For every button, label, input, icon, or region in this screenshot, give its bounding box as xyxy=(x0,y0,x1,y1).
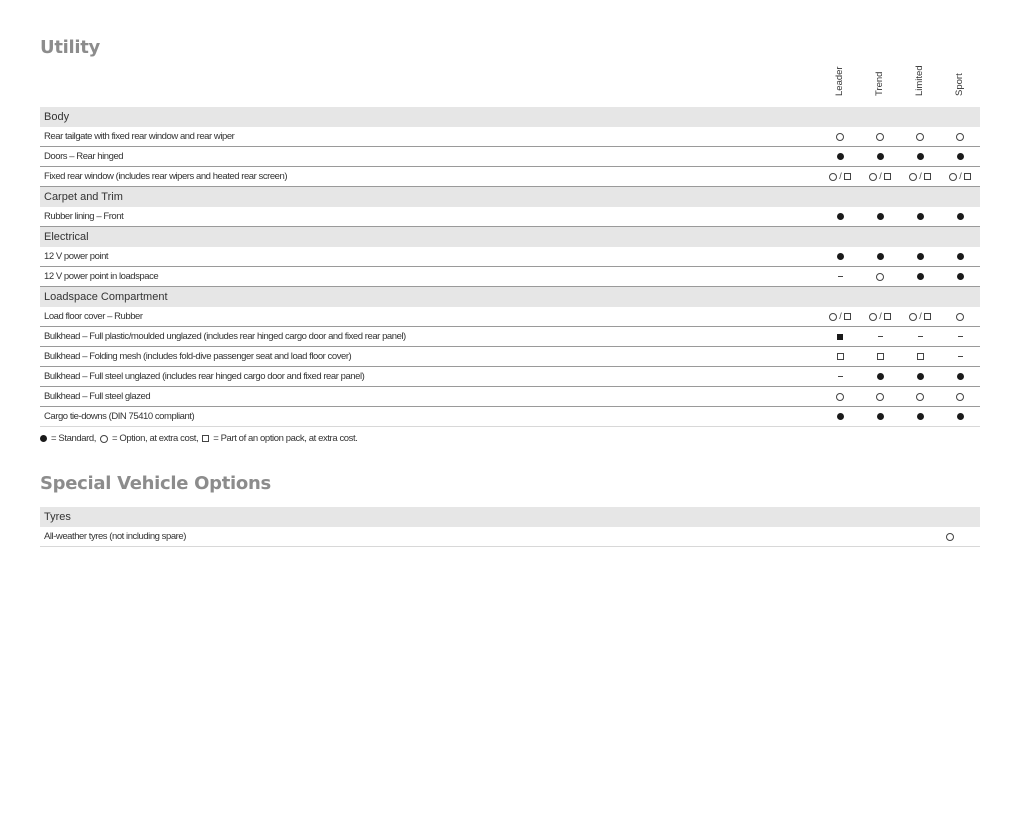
row-values xyxy=(820,327,980,346)
option-or-pack-mark xyxy=(909,312,931,321)
option-mark xyxy=(956,133,964,141)
not-available-mark xyxy=(838,376,843,377)
value-cell xyxy=(940,527,960,546)
pack-square-icon xyxy=(924,173,931,180)
table-row xyxy=(40,407,980,427)
value-cell xyxy=(820,247,860,266)
standard-mark xyxy=(957,153,964,160)
slash-separator: / xyxy=(959,171,962,181)
row-values xyxy=(820,267,980,286)
value-cell xyxy=(900,267,940,286)
dash-icon xyxy=(958,336,963,337)
standard-mark xyxy=(917,213,924,220)
column-header-leader: Leader xyxy=(834,66,845,96)
group-header-tyres: Tyres xyxy=(40,507,980,527)
value-cell xyxy=(900,387,940,406)
standard-dot-icon xyxy=(837,413,844,420)
row-values xyxy=(820,207,980,226)
legend-pack: = Part of an option pack, at extra cost. xyxy=(213,433,358,444)
option-or-pack-mark xyxy=(869,172,891,181)
slash-separator: / xyxy=(919,171,922,181)
standard-dot-icon xyxy=(877,153,884,160)
pack-square-icon xyxy=(844,313,851,320)
row-label: 12 V power point in loadspace xyxy=(44,271,159,282)
standard-dot-icon xyxy=(837,213,844,220)
value-cell xyxy=(900,367,940,386)
option-circle-icon xyxy=(909,173,917,181)
option-mark xyxy=(876,393,884,401)
standard-dot-icon xyxy=(957,153,964,160)
pack-square-icon xyxy=(844,173,851,180)
option-or-pack-mark xyxy=(909,172,931,181)
option-mark xyxy=(946,533,954,541)
standard-mark xyxy=(877,213,884,220)
pack-square-icon xyxy=(884,313,891,320)
value-cell xyxy=(900,347,940,366)
option-circle-icon xyxy=(876,273,884,281)
option-circle-icon xyxy=(829,173,837,181)
row-values xyxy=(820,147,980,166)
standard-dot-icon xyxy=(957,413,964,420)
option-or-pack-mark xyxy=(949,172,971,181)
row-values xyxy=(820,347,980,366)
value-cell xyxy=(940,327,980,346)
option-circle-icon xyxy=(100,435,108,443)
standard-dot-icon xyxy=(877,373,884,380)
row-label: Doors – Rear hinged xyxy=(44,151,124,162)
row-values xyxy=(820,307,980,326)
option-or-pack-mark xyxy=(829,312,851,321)
value-cell xyxy=(860,127,900,146)
group-header: Body xyxy=(40,107,980,127)
legend xyxy=(40,433,362,444)
group-header: Carpet and Trim xyxy=(40,187,980,207)
table-row xyxy=(40,147,980,167)
value-cell xyxy=(900,247,940,266)
value-cell xyxy=(900,147,940,166)
value-cell xyxy=(940,167,980,186)
pack-square-icon xyxy=(877,353,884,360)
option-or-pack-mark xyxy=(869,312,891,321)
slash-separator: / xyxy=(839,311,842,321)
pack-mark xyxy=(877,353,884,360)
row-values xyxy=(820,167,980,186)
table-row xyxy=(40,347,980,367)
standard-mark xyxy=(917,253,924,260)
value-cell xyxy=(940,307,980,326)
pack-square-icon xyxy=(924,313,931,320)
standard-mark xyxy=(957,413,964,420)
column-header-limited: Limited xyxy=(914,65,925,96)
dash-icon xyxy=(918,336,923,337)
standard-dot-icon xyxy=(957,253,964,260)
standard-mark xyxy=(837,213,844,220)
row-values xyxy=(820,247,980,266)
option-mark xyxy=(916,393,924,401)
value-cell xyxy=(860,387,900,406)
option-or-pack-mark xyxy=(829,172,851,181)
dash-icon xyxy=(958,356,963,357)
option-circle-icon xyxy=(946,533,954,541)
standard-mark xyxy=(877,153,884,160)
option-circle-icon xyxy=(836,393,844,401)
not-available-mark xyxy=(878,336,883,337)
legend-option: = Option, at extra cost, xyxy=(111,433,199,444)
standard-mark xyxy=(957,373,964,380)
value-cell xyxy=(820,327,860,346)
value-cell xyxy=(860,367,900,386)
option-mark xyxy=(836,393,844,401)
special-options-table xyxy=(40,507,980,547)
pack-mark xyxy=(837,353,844,360)
option-circle-icon xyxy=(916,393,924,401)
group-header: Electrical xyxy=(40,227,980,247)
row-label: Load floor cover – Rubber xyxy=(44,311,143,322)
option-mark xyxy=(956,393,964,401)
table-row xyxy=(40,307,980,327)
pack-mark xyxy=(917,353,924,360)
standard-mark xyxy=(957,273,964,280)
column-header-sport: Sport xyxy=(954,73,965,96)
value-cell xyxy=(820,147,860,166)
value-cell xyxy=(860,327,900,346)
dash-icon xyxy=(878,336,883,337)
option-circle-icon xyxy=(949,173,957,181)
pack-square-icon xyxy=(917,353,924,360)
row-label: 12 V power point xyxy=(44,251,109,262)
value-cell xyxy=(940,267,980,286)
value-cell xyxy=(940,127,980,146)
row-label: Cargo tie-downs (DIN 75410 compliant) xyxy=(44,411,195,422)
utility-title: Utility xyxy=(40,37,100,58)
value-cell xyxy=(820,387,860,406)
value-cell xyxy=(820,167,860,186)
option-circle-icon xyxy=(829,313,837,321)
table-row xyxy=(40,207,980,227)
option-circle-icon xyxy=(869,173,877,181)
standard-dot-icon xyxy=(917,413,924,420)
column-header-trend: Trend xyxy=(874,71,885,96)
value-cell xyxy=(900,167,940,186)
row-values xyxy=(820,127,980,146)
pack-square-icon xyxy=(884,173,891,180)
not-available-mark xyxy=(958,356,963,357)
group-header: Loadspace Compartment xyxy=(40,287,980,307)
standard-dot-icon xyxy=(837,253,844,260)
value-cell xyxy=(940,147,980,166)
value-cell xyxy=(860,247,900,266)
table-row xyxy=(40,367,980,387)
value-cell xyxy=(940,347,980,366)
table-row xyxy=(40,327,980,347)
row-label: All-weather tyres (not including spare) xyxy=(44,531,186,542)
row-label: Bulkhead – Folding mesh (includes fold-dive passenger seat and load floor cover) xyxy=(44,351,352,362)
row-label: Fixed rear window (includes rear wipers and heated rear screen) xyxy=(44,171,288,182)
value-cell xyxy=(860,267,900,286)
standard-mark xyxy=(957,213,964,220)
standard-dot-icon xyxy=(917,253,924,260)
standard-mark xyxy=(877,253,884,260)
value-cell xyxy=(900,307,940,326)
option-circle-icon xyxy=(956,313,964,321)
special-options-title: Special Vehicle Options xyxy=(40,473,271,494)
standard-mark xyxy=(877,373,884,380)
dash-icon xyxy=(838,276,843,277)
standard-dot-icon xyxy=(917,153,924,160)
row-label: Bulkhead – Full plastic/moulded unglazed (includes rear hinged cargo door and fixed rear panel) xyxy=(44,331,406,342)
standard-dot-icon xyxy=(877,213,884,220)
value-cell xyxy=(940,367,980,386)
slash-separator: / xyxy=(919,311,922,321)
value-cell xyxy=(900,127,940,146)
table-row xyxy=(40,527,980,547)
table-row xyxy=(40,387,980,407)
value-cell xyxy=(940,407,980,426)
slash-separator: / xyxy=(839,171,842,181)
not-available-mark xyxy=(918,336,923,337)
value-cell xyxy=(940,387,980,406)
standard-mark xyxy=(917,413,924,420)
value-cell xyxy=(940,207,980,226)
value-cell xyxy=(820,347,860,366)
row-label: Rear tailgate with fixed rear window and rear wiper xyxy=(44,131,235,142)
row-label: Bulkhead – Full steel unglazed (includes rear hinged cargo door and fixed rear panel) xyxy=(44,371,365,382)
value-cell xyxy=(820,407,860,426)
option-mark xyxy=(956,313,964,321)
table-row xyxy=(40,267,980,287)
value-cell xyxy=(820,127,860,146)
value-cell xyxy=(820,267,860,286)
option-circle-icon xyxy=(956,393,964,401)
value-cell xyxy=(860,207,900,226)
slash-separator: / xyxy=(879,311,882,321)
standard-mark xyxy=(877,413,884,420)
row-values xyxy=(820,387,980,406)
option-mark xyxy=(876,133,884,141)
row-label: Bulkhead – Full steel glazed xyxy=(44,391,151,402)
table-row xyxy=(40,127,980,147)
standard-mark xyxy=(917,273,924,280)
standard-dot-icon xyxy=(877,253,884,260)
standard-dot-icon xyxy=(40,435,47,442)
option-circle-icon xyxy=(836,133,844,141)
pack-square-icon xyxy=(837,353,844,360)
standard-dot-icon xyxy=(917,373,924,380)
value-cell xyxy=(860,347,900,366)
value-cell xyxy=(900,327,940,346)
value-cell xyxy=(860,167,900,186)
standard-dot-icon xyxy=(917,213,924,220)
standard-mark xyxy=(957,253,964,260)
option-circle-icon xyxy=(876,133,884,141)
option-mark xyxy=(876,273,884,281)
standard-mark xyxy=(917,153,924,160)
standard-dot-icon xyxy=(837,153,844,160)
value-cell xyxy=(900,407,940,426)
option-circle-icon xyxy=(956,133,964,141)
value-cell xyxy=(860,147,900,166)
value-cell xyxy=(900,207,940,226)
value-cell xyxy=(860,307,900,326)
row-values xyxy=(820,367,980,386)
standard-mark xyxy=(837,253,844,260)
value-cell xyxy=(820,367,860,386)
option-mark xyxy=(916,133,924,141)
pack-square-icon xyxy=(202,435,209,442)
slash-separator: / xyxy=(879,171,882,181)
utility-table xyxy=(40,107,980,427)
option-circle-icon xyxy=(869,313,877,321)
standard-mark xyxy=(917,373,924,380)
option-circle-icon xyxy=(876,393,884,401)
filled-square-mark xyxy=(837,334,843,340)
standard-mark xyxy=(837,413,844,420)
legend-standard: = Standard, xyxy=(51,433,96,444)
not-available-mark xyxy=(838,276,843,277)
standard-dot-icon xyxy=(957,373,964,380)
standard-mark xyxy=(837,153,844,160)
filled-square-icon xyxy=(837,334,843,340)
pack-square-icon xyxy=(964,173,971,180)
value-cell xyxy=(820,207,860,226)
table-row xyxy=(40,167,980,187)
option-mark xyxy=(836,133,844,141)
value-cell xyxy=(860,407,900,426)
row-values xyxy=(820,407,980,426)
dash-icon xyxy=(838,376,843,377)
standard-dot-icon xyxy=(957,273,964,280)
value-cell xyxy=(940,247,980,266)
standard-dot-icon xyxy=(877,413,884,420)
table-row xyxy=(40,247,980,267)
not-available-mark xyxy=(958,336,963,337)
row-label: Rubber lining – Front xyxy=(44,211,124,222)
option-circle-icon xyxy=(909,313,917,321)
standard-dot-icon xyxy=(957,213,964,220)
row-values xyxy=(940,527,1000,546)
standard-dot-icon xyxy=(917,273,924,280)
column-headers xyxy=(820,65,980,106)
option-circle-icon xyxy=(916,133,924,141)
value-cell xyxy=(820,307,860,326)
